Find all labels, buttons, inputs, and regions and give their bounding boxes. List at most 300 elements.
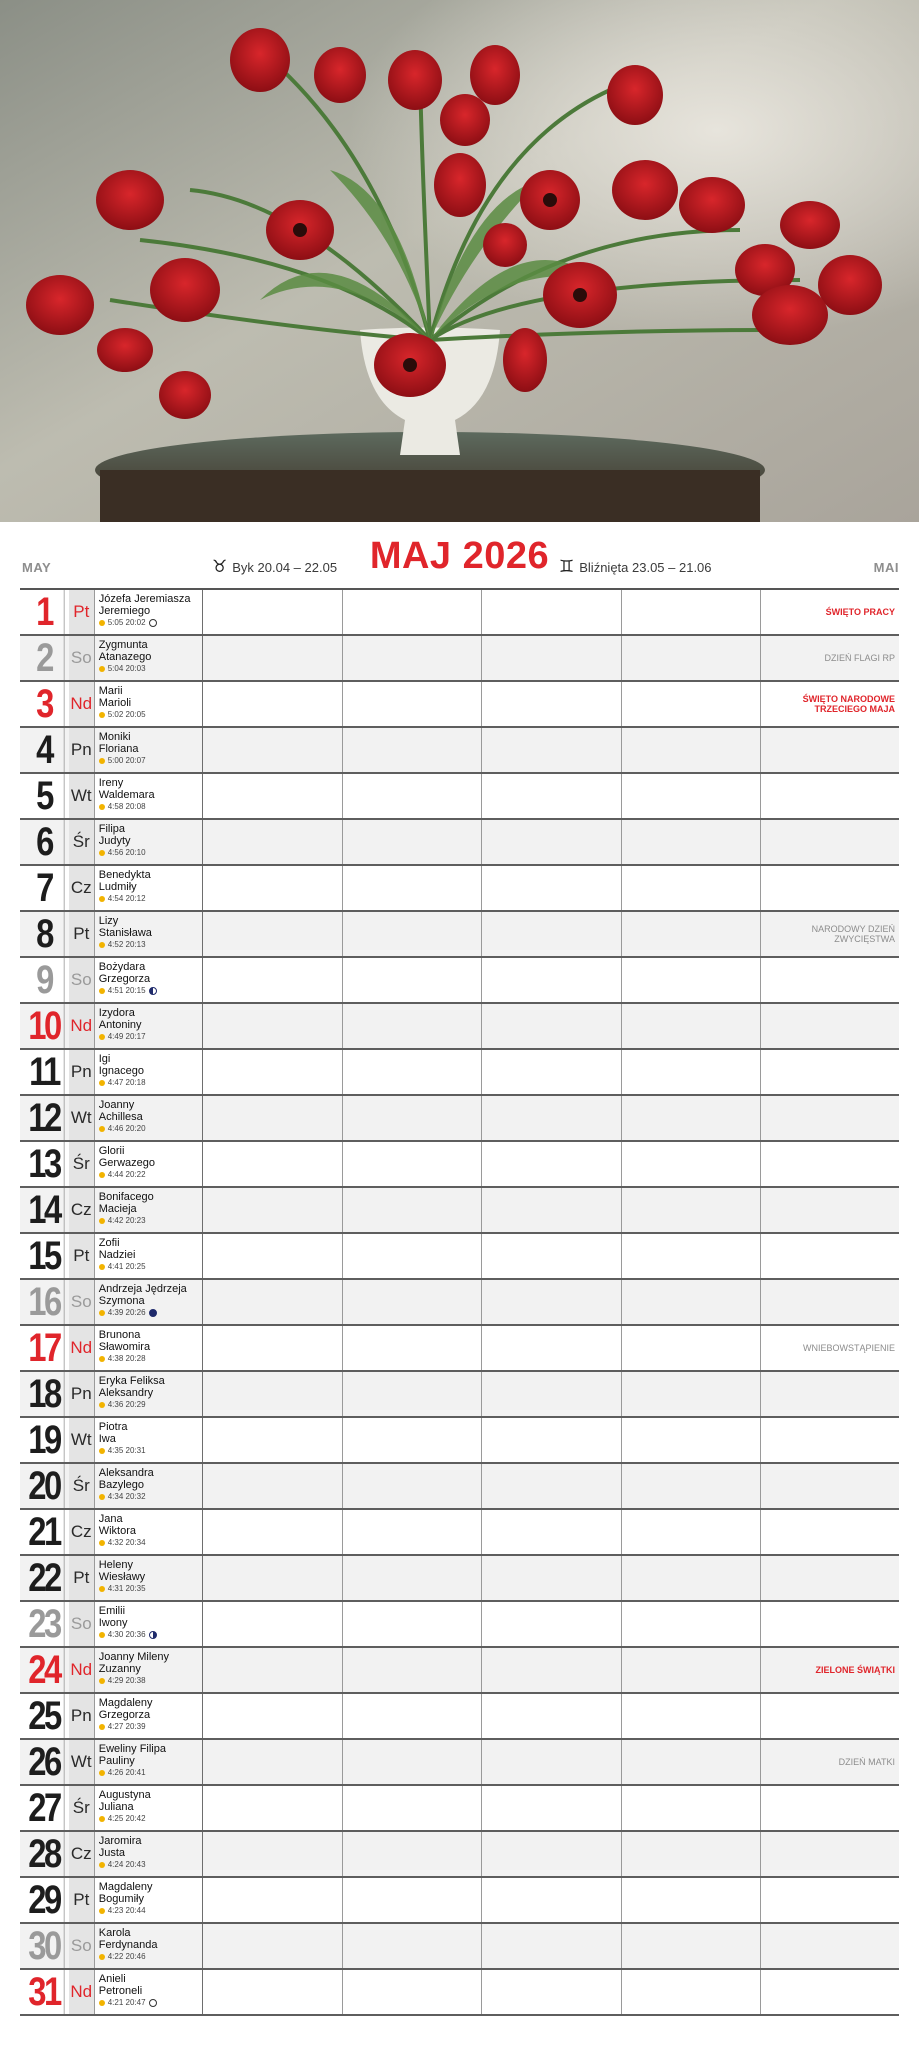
note-cell[interactable]: [622, 912, 762, 956]
sun-icon: [99, 1264, 105, 1270]
sunrise-sunset: 4:39 20:26: [107, 1308, 146, 1317]
name-days: [95, 636, 204, 680]
day-number: 29: [24, 1878, 64, 1922]
day-row: [20, 774, 899, 820]
gemini-icon: ♊: [559, 557, 575, 577]
note-cell[interactable]: [622, 590, 762, 634]
sun-icon: [99, 1402, 105, 1408]
sun-times: [99, 802, 203, 812]
sunrise-sunset: 4:58 20:08: [107, 802, 146, 811]
name-day: Grzegorza: [98, 1709, 151, 1721]
name-day: Iwa: [98, 1433, 116, 1445]
sun-times: [99, 1952, 203, 1962]
note-cell[interactable]: [482, 1832, 622, 1876]
holiday-note: [761, 1142, 899, 1186]
note-cell[interactable]: [343, 1418, 483, 1462]
note-cell[interactable]: [343, 1510, 483, 1554]
note-cell[interactable]: [482, 912, 622, 956]
sunrise-sunset: 5:04 20:03: [107, 664, 146, 673]
sun-times: [99, 940, 203, 950]
name-days: [95, 590, 204, 634]
note-cell[interactable]: [343, 1464, 483, 1508]
note-cell[interactable]: [203, 1648, 343, 1692]
note-cell[interactable]: [482, 1694, 622, 1738]
holiday-note: [761, 1878, 899, 1922]
sun-times: [99, 1170, 203, 1180]
name-days: [95, 728, 204, 772]
holiday-note: [761, 1694, 899, 1738]
note-cell[interactable]: [203, 774, 343, 818]
note-cell[interactable]: [482, 866, 622, 910]
day-number: 18: [24, 1372, 64, 1416]
note-cell[interactable]: [482, 1740, 622, 1784]
weekday-label: Cz: [69, 1510, 95, 1554]
sun-times: [99, 710, 203, 720]
note-cell[interactable]: [343, 1142, 483, 1186]
sun-icon: [99, 712, 105, 718]
name-days: [95, 958, 204, 1002]
note-cell[interactable]: [203, 1786, 343, 1830]
day-number: 17: [24, 1326, 64, 1370]
note-cell[interactable]: [203, 1556, 343, 1600]
sunrise-sunset: 4:42 20:23: [107, 1216, 146, 1225]
holiday-note: ZIELONE ŚWIĄTKI: [815, 1665, 895, 1675]
sunrise-sunset: 4:27 20:39: [107, 1722, 146, 1731]
sun-icon: [99, 1126, 105, 1132]
note-cell[interactable]: [482, 1234, 622, 1278]
note-cell[interactable]: [203, 1142, 343, 1186]
note-cell[interactable]: [343, 912, 483, 956]
weekday-label: Cz: [69, 866, 95, 910]
sun-times: [99, 1584, 203, 1594]
name-day: Ireny: [98, 777, 124, 789]
month-label-german: MAI: [873, 560, 899, 575]
weekday-label: Wt: [69, 774, 95, 818]
name-days: [95, 1096, 204, 1140]
name-day: Waldemara: [98, 789, 155, 801]
name-days: [95, 1648, 204, 1692]
name-day: Sławomira: [98, 1341, 151, 1353]
name-days: [95, 1510, 204, 1554]
holiday-note: [761, 728, 899, 772]
sunrise-sunset: 5:02 20:05: [107, 710, 146, 719]
note-cell[interactable]: [622, 1648, 762, 1692]
day-number: 5: [24, 774, 64, 818]
day-row: [20, 1740, 899, 1786]
holiday-note: [761, 1096, 899, 1140]
note-cell[interactable]: [343, 1280, 483, 1324]
note-cell[interactable]: [482, 1050, 622, 1094]
note-cell[interactable]: [622, 1556, 762, 1600]
sun-times: [99, 848, 203, 858]
note-cell[interactable]: [203, 1188, 343, 1232]
sun-times: [99, 1906, 203, 1916]
day-row: [20, 1602, 899, 1648]
sun-times: [99, 1078, 203, 1088]
day-number: 12: [24, 1096, 64, 1140]
name-day: Andrzeja Jędrzeja: [98, 1283, 187, 1295]
holiday-note: [761, 1004, 899, 1048]
note-cell[interactable]: [482, 1004, 622, 1048]
note-cell[interactable]: [343, 1004, 483, 1048]
sun-times: [99, 1124, 203, 1134]
note-cell[interactable]: [203, 1004, 343, 1048]
name-days: [95, 1924, 204, 1968]
note-cell[interactable]: [482, 958, 622, 1002]
note-cell[interactable]: [343, 958, 483, 1002]
name-days: [95, 1280, 204, 1324]
note-cell[interactable]: [343, 1970, 483, 2014]
note-cell[interactable]: [343, 1740, 483, 1784]
note-cell[interactable]: [482, 1188, 622, 1232]
day-row: [20, 1556, 899, 1602]
weekday-label: Pt: [69, 912, 95, 956]
note-cell[interactable]: [482, 1096, 622, 1140]
day-number: 25: [24, 1694, 64, 1738]
note-cell[interactable]: [203, 1602, 343, 1646]
sunrise-sunset: 4:32 20:34: [107, 1538, 146, 1547]
note-cell[interactable]: [482, 820, 622, 864]
note-cell[interactable]: [622, 1234, 762, 1278]
note-cell[interactable]: [482, 1602, 622, 1646]
note-cell[interactable]: [203, 912, 343, 956]
note-cell[interactable]: [203, 1464, 343, 1508]
name-day: Grzegorza: [98, 973, 151, 985]
sun-times: [99, 1814, 203, 1824]
day-number: 23: [24, 1602, 64, 1646]
weekday-label: Cz: [69, 1188, 95, 1232]
day-number: 31: [24, 1970, 64, 2014]
weekday-label: Wt: [69, 1740, 95, 1784]
day-row: [20, 1096, 899, 1142]
note-cell[interactable]: [622, 1326, 762, 1370]
holiday-note: DZIEŃ FLAGI RP: [824, 653, 895, 663]
note-cell[interactable]: [203, 1326, 343, 1370]
note-cell[interactable]: [622, 958, 762, 1002]
note-cell[interactable]: [343, 866, 483, 910]
day-number: 2: [24, 636, 64, 680]
note-cell[interactable]: [203, 866, 343, 910]
note-cell[interactable]: [622, 866, 762, 910]
sun-icon: [99, 1540, 105, 1546]
note-cell[interactable]: [203, 682, 343, 726]
note-cell[interactable]: [482, 1418, 622, 1462]
sun-times: [99, 986, 203, 996]
note-cell[interactable]: [343, 1188, 483, 1232]
note-cell[interactable]: [203, 1234, 343, 1278]
name-day: Aleksandry: [98, 1387, 154, 1399]
day-row: [20, 682, 899, 728]
day-number: 27: [24, 1786, 64, 1830]
day-row: [20, 958, 899, 1004]
note-cell[interactable]: [482, 728, 622, 772]
note-cell[interactable]: [622, 1740, 762, 1784]
day-row: [20, 1004, 899, 1050]
note-cell[interactable]: [622, 1188, 762, 1232]
note-cell[interactable]: [622, 1510, 762, 1554]
note-cell[interactable]: [622, 1280, 762, 1324]
note-cell[interactable]: [203, 1096, 343, 1140]
weekday-label: Wt: [69, 1418, 95, 1462]
note-cell[interactable]: [622, 1096, 762, 1140]
note-cell[interactable]: [343, 820, 483, 864]
sunrise-sunset: 4:23 20:44: [107, 1906, 146, 1915]
note-cell[interactable]: [203, 1970, 343, 2014]
sunrise-sunset: 4:26 20:41: [107, 1768, 146, 1777]
name-day: Zofii: [98, 1237, 120, 1249]
note-cell[interactable]: [343, 1648, 483, 1692]
note-cell[interactable]: [343, 1602, 483, 1646]
name-day: Piotra: [98, 1421, 128, 1433]
holiday-note: ŚWIĘTO PRACY: [825, 607, 895, 617]
holiday-note: [761, 958, 899, 1002]
day-number: 22: [24, 1556, 64, 1600]
day-row: [20, 1924, 899, 1970]
name-days: [95, 1694, 204, 1738]
day-row: [20, 1050, 899, 1096]
holiday-note: [761, 1970, 899, 2014]
sun-icon: [99, 896, 105, 902]
tulips-photo: [0, 0, 919, 522]
name-days: [95, 774, 204, 818]
sun-icon: [99, 1632, 105, 1638]
note-cell[interactable]: [343, 1878, 483, 1922]
note-cell[interactable]: [482, 1464, 622, 1508]
day-number: 6: [24, 820, 64, 864]
day-number: 15: [24, 1234, 64, 1278]
day-row: [20, 1418, 899, 1464]
note-cell[interactable]: [622, 1878, 762, 1922]
name-day: Szymona: [98, 1295, 145, 1307]
day-row: [20, 1878, 899, 1924]
note-cell[interactable]: [343, 682, 483, 726]
weekday-label: Pn: [69, 1372, 95, 1416]
note-cell[interactable]: [343, 774, 483, 818]
sun-icon: [99, 1310, 105, 1316]
note-cell[interactable]: [203, 1418, 343, 1462]
note-cell[interactable]: [203, 1740, 343, 1784]
note-cell[interactable]: [482, 1326, 622, 1370]
name-day: Joanny: [98, 1099, 135, 1111]
note-cell[interactable]: [482, 1142, 622, 1186]
note-cell[interactable]: [622, 1924, 762, 1968]
sun-icon: [99, 1172, 105, 1178]
note-cell[interactable]: [343, 590, 483, 634]
sun-icon: [99, 1678, 105, 1684]
calendar-grid: [20, 588, 899, 2016]
sunrise-sunset: 5:05 20:02: [107, 618, 146, 627]
holiday-note: [761, 1556, 899, 1600]
name-day: Filipa: [98, 823, 126, 835]
note-cell[interactable]: [482, 1924, 622, 1968]
weekday-label: So: [69, 1924, 95, 1968]
name-day: Ignacego: [98, 1065, 144, 1077]
note-cell[interactable]: [622, 1418, 762, 1462]
name-day: Marioli: [98, 697, 132, 709]
note-cell[interactable]: [343, 1786, 483, 1830]
sun-times: [99, 1262, 203, 1272]
note-cell[interactable]: [622, 1602, 762, 1646]
note-cell[interactable]: [482, 590, 622, 634]
note-cell[interactable]: [203, 1832, 343, 1876]
note-cell[interactable]: [622, 1050, 762, 1094]
note-cell[interactable]: [482, 1786, 622, 1830]
note-cell[interactable]: [343, 1556, 483, 1600]
note-cell[interactable]: [343, 1372, 483, 1416]
weekday-label: Cz: [69, 1832, 95, 1876]
sun-icon: [99, 1724, 105, 1730]
sun-times: [99, 1354, 203, 1364]
sunrise-sunset: 4:47 20:18: [107, 1078, 146, 1087]
holiday-note: [761, 1924, 899, 1968]
holiday-note: [761, 820, 899, 864]
sunrise-sunset: 4:56 20:10: [107, 848, 146, 857]
name-day: Zygmunta: [98, 639, 148, 651]
name-day: Augustyna: [98, 1789, 151, 1801]
note-cell[interactable]: [622, 1832, 762, 1876]
note-cell[interactable]: [203, 1924, 343, 1968]
name-day: Atanazego: [98, 651, 152, 663]
sun-times: [99, 894, 203, 904]
day-number: 1: [24, 590, 64, 634]
day-number: 9: [24, 958, 64, 1002]
day-number: 26: [24, 1740, 64, 1784]
name-days: [95, 1464, 204, 1508]
note-cell[interactable]: [203, 958, 343, 1002]
note-cell[interactable]: [343, 1050, 483, 1094]
holiday-note: [761, 1786, 899, 1830]
name-day: Heleny: [98, 1559, 133, 1571]
sunrise-sunset: 4:51 20:15: [107, 986, 146, 995]
sun-icon: [99, 1218, 105, 1224]
name-day: Iwony: [98, 1617, 128, 1629]
name-day: Justa: [98, 1847, 126, 1859]
sun-icon: [99, 988, 105, 994]
note-cell[interactable]: [622, 1786, 762, 1830]
name-day: Marii: [98, 685, 123, 697]
sunrise-sunset: 4:34 20:32: [107, 1492, 146, 1501]
holiday-note: [761, 1050, 899, 1094]
holiday-note: [761, 1602, 899, 1646]
name-day: Gerwazego: [98, 1157, 155, 1169]
holiday-note: [761, 1510, 899, 1554]
name-day: Judyty: [98, 835, 131, 847]
note-cell[interactable]: [203, 1694, 343, 1738]
sun-icon: [99, 1908, 105, 1914]
note-cell[interactable]: [203, 590, 343, 634]
note-cell[interactable]: [203, 1878, 343, 1922]
note-cell[interactable]: [203, 1510, 343, 1554]
note-cell[interactable]: [622, 682, 762, 726]
note-cell[interactable]: [482, 636, 622, 680]
day-number: 7: [24, 866, 64, 910]
day-row: [20, 590, 899, 636]
note-cell[interactable]: [343, 1096, 483, 1140]
day-number: 13: [24, 1142, 64, 1186]
day-number: 30: [24, 1924, 64, 1968]
note-cell[interactable]: [622, 1004, 762, 1048]
weekday-label: Pt: [69, 1878, 95, 1922]
note-cell[interactable]: [622, 1372, 762, 1416]
sun-icon: [99, 1080, 105, 1086]
note-cell[interactable]: [482, 1556, 622, 1600]
name-days: [95, 820, 204, 864]
holiday-note: [761, 866, 899, 910]
name-day: Ludmiły: [98, 881, 137, 893]
note-cell[interactable]: [203, 1372, 343, 1416]
name-day: Bogumiły: [98, 1893, 144, 1905]
holiday-note: DZIEŃ MATKI: [838, 1757, 895, 1767]
note-cell[interactable]: [343, 1234, 483, 1278]
sun-times: [99, 618, 203, 628]
note-cell[interactable]: [482, 1648, 622, 1692]
moon-phase-icon: [149, 1999, 157, 2007]
sun-times: [99, 1308, 203, 1318]
sun-icon: [99, 850, 105, 856]
note-cell[interactable]: [482, 1510, 622, 1554]
note-cell[interactable]: [482, 1372, 622, 1416]
note-cell[interactable]: [343, 1832, 483, 1876]
note-cell[interactable]: [203, 728, 343, 772]
note-cell[interactable]: [343, 1694, 483, 1738]
note-cell[interactable]: [622, 820, 762, 864]
note-cell[interactable]: [622, 728, 762, 772]
note-cell[interactable]: [482, 1970, 622, 2014]
day-row: [20, 636, 899, 682]
note-cell[interactable]: [622, 1142, 762, 1186]
holiday-note: [761, 1188, 899, 1232]
sun-icon: [99, 942, 105, 948]
sunrise-sunset: 4:22 20:46: [107, 1952, 146, 1961]
note-cell[interactable]: [622, 636, 762, 680]
name-day: Bożydara: [98, 961, 146, 973]
name-day: Eweliny Filipa: [98, 1743, 166, 1755]
weekday-label: Nd: [69, 1326, 95, 1370]
name-day: Nadziei: [98, 1249, 136, 1261]
day-row: [20, 1510, 899, 1556]
name-day: Zuzanny: [98, 1663, 141, 1675]
note-cell[interactable]: [622, 1970, 762, 2014]
name-day: Józefa Jeremiasza: [98, 593, 191, 605]
name-day: Floriana: [98, 743, 139, 755]
note-cell[interactable]: [343, 636, 483, 680]
note-cell[interactable]: [482, 1280, 622, 1324]
holiday-note: WNIEBOWSTĄPIENIE: [802, 1343, 895, 1353]
note-cell[interactable]: [482, 1878, 622, 1922]
note-cell[interactable]: [343, 728, 483, 772]
note-cell[interactable]: [203, 1280, 343, 1324]
note-cell[interactable]: [203, 1050, 343, 1094]
note-cell[interactable]: [622, 774, 762, 818]
note-cell[interactable]: [622, 1464, 762, 1508]
note-cell[interactable]: [482, 682, 622, 726]
name-day: Emilii: [98, 1605, 126, 1617]
holiday-note: [761, 774, 899, 818]
note-cell[interactable]: [343, 1924, 483, 1968]
month-label-english: MAY: [22, 560, 52, 575]
name-day: Jana: [98, 1513, 123, 1525]
note-cell[interactable]: [622, 1694, 762, 1738]
note-cell[interactable]: [482, 774, 622, 818]
day-row: [20, 1372, 899, 1418]
note-cell[interactable]: [343, 1326, 483, 1370]
sunrise-sunset: 4:41 20:25: [107, 1262, 146, 1271]
sun-times: [99, 1630, 203, 1640]
name-days: [95, 1188, 204, 1232]
name-day: Eryka Feliksa: [98, 1375, 165, 1387]
note-cell[interactable]: [203, 820, 343, 864]
note-cell[interactable]: [203, 636, 343, 680]
